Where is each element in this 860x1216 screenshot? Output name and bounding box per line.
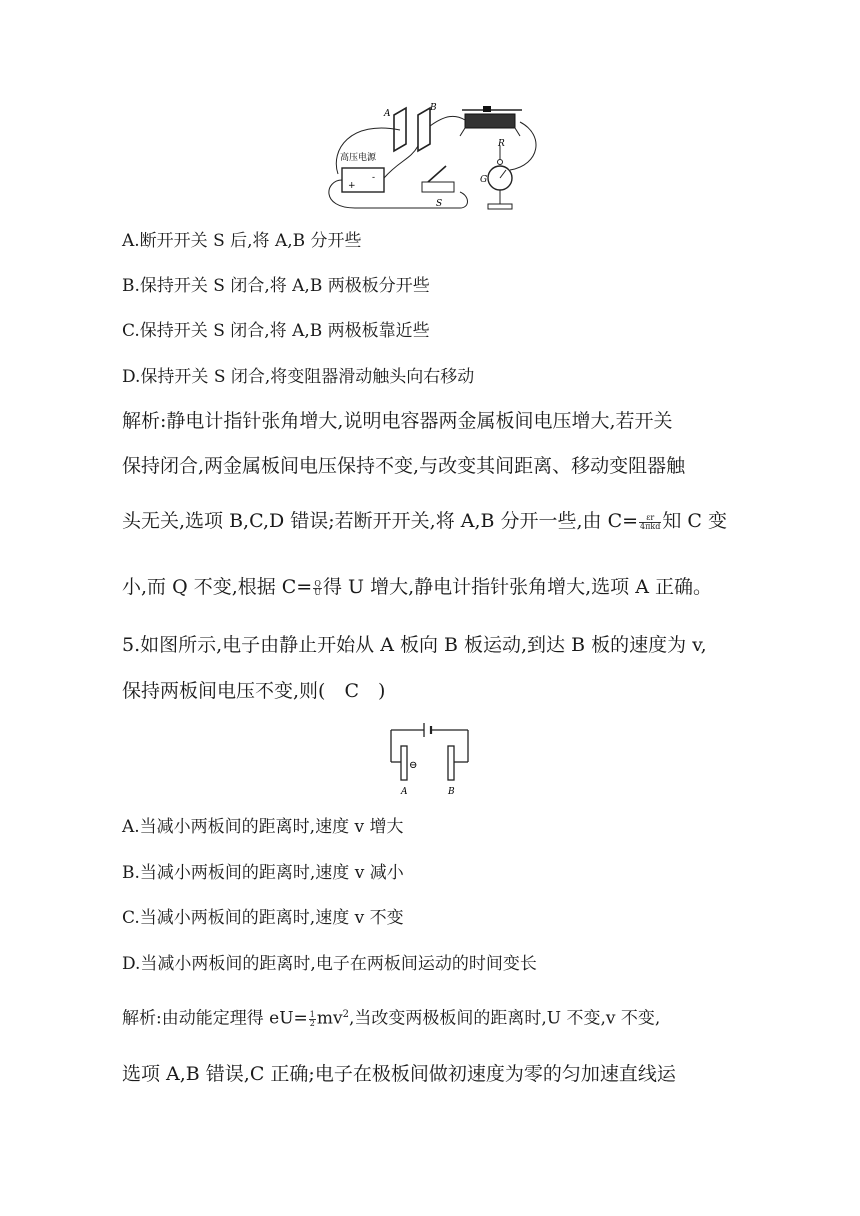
- plate-b-label: B: [430, 103, 437, 113]
- q5-option-b: B.当减小两板间的距离时,速度 v 减小: [122, 863, 404, 883]
- qu-formula: [313, 580, 322, 597]
- frac-den: 4πkd: [640, 521, 661, 531]
- plate-b-label: B: [448, 787, 455, 797]
- electron-symbol: ⊖: [409, 760, 418, 771]
- q5-option-d: D.当减小两板间的距离时,电子在两板间运动的时间变长: [122, 954, 537, 974]
- plus-sign: +: [348, 181, 356, 191]
- q5-stem-line1: 5.如图所示,电子由静止开始从 A 板向 B 板运动,到达 B 板的速度为 v,: [122, 634, 707, 656]
- half-fraction: [309, 1011, 316, 1028]
- q5-option-a: A.当减小两板间的距离时,速度 v 增大: [122, 817, 404, 837]
- q4-option-a: A.断开开关 S 后,将 A,B 分开些: [122, 231, 362, 251]
- plate-b: [418, 108, 430, 151]
- mv-term: mv: [316, 1008, 343, 1029]
- q5-stem-line2: 保持两板间电压不变,则( C ): [122, 680, 386, 702]
- q4-analysis-line1: 解析:静电计指针张角增大,说明电容器两金属板间电压增大,若开关: [122, 410, 673, 432]
- plate-a-label: A: [384, 109, 391, 119]
- plate-a-label: A: [401, 787, 408, 797]
- frac-num: 1: [309, 1009, 315, 1019]
- power-label: 高压电源: [340, 153, 377, 163]
- q4-analysis-line4-a: 小,而 Q 不变,根据 C=: [122, 576, 313, 598]
- rheostat: [465, 114, 515, 128]
- frac-num: εr: [639, 514, 661, 523]
- frac-den: U: [314, 587, 321, 597]
- squared-exponent: 2: [342, 1009, 349, 1020]
- circuit-figure-electrometer: [320, 100, 550, 220]
- plate-a: [401, 746, 407, 780]
- rheostat-label: R: [498, 139, 505, 149]
- q5-analysis-line2: 选项 A,B 错误,C 正确;电子在极板间做初速度为零的匀加速直线运: [122, 1063, 676, 1085]
- parallel-plate-figure: [388, 716, 473, 798]
- q4-analysis-line3-a: 头无关,选项 B,C,D 错误;若断开开关,将 A,B 分开一些,由 C=: [122, 510, 639, 532]
- electrometer-label: G: [480, 175, 488, 185]
- q4-analysis-line3-b: 知 C 变: [662, 510, 727, 532]
- q4-option-d: D.保持开关 S 闭合,将变阻器滑动触头向右移动: [122, 367, 475, 387]
- q4-analysis-line4-b: 得 U 增大,静电计指针张角增大,选项 A 正确。: [322, 576, 712, 598]
- q5-analysis-line1-b: ,当改变两极板间的距离时,U 不变,v 不变,: [348, 1008, 661, 1029]
- switch-label: S: [436, 199, 443, 209]
- frac-num: Q: [314, 578, 321, 588]
- capacitance-formula: [639, 514, 661, 531]
- switch: [422, 182, 454, 192]
- q5-analysis-line1: [122, 1004, 660, 1030]
- minus-sign: -: [372, 173, 376, 183]
- plate-b: [448, 746, 454, 780]
- frac-den: 2: [309, 1018, 315, 1028]
- q4-analysis-line2: 保持闭合,两金属板间电压保持不变,与改变其间距离、移动变阻器触: [122, 455, 686, 477]
- q4-option-b: B.保持开关 S 闭合,将 A,B 两极板分开些: [122, 276, 430, 296]
- q5-option-c: C.当减小两板间的距离时,速度 v 不变: [122, 908, 404, 928]
- q4-option-c: C.保持开关 S 闭合,将 A,B 两极板靠近些: [122, 321, 430, 341]
- q5-analysis-line1-a: 解析:由动能定理得 eU=: [122, 1008, 308, 1029]
- q4-analysis-line3: [122, 510, 727, 532]
- q4-analysis-line4: [122, 576, 712, 598]
